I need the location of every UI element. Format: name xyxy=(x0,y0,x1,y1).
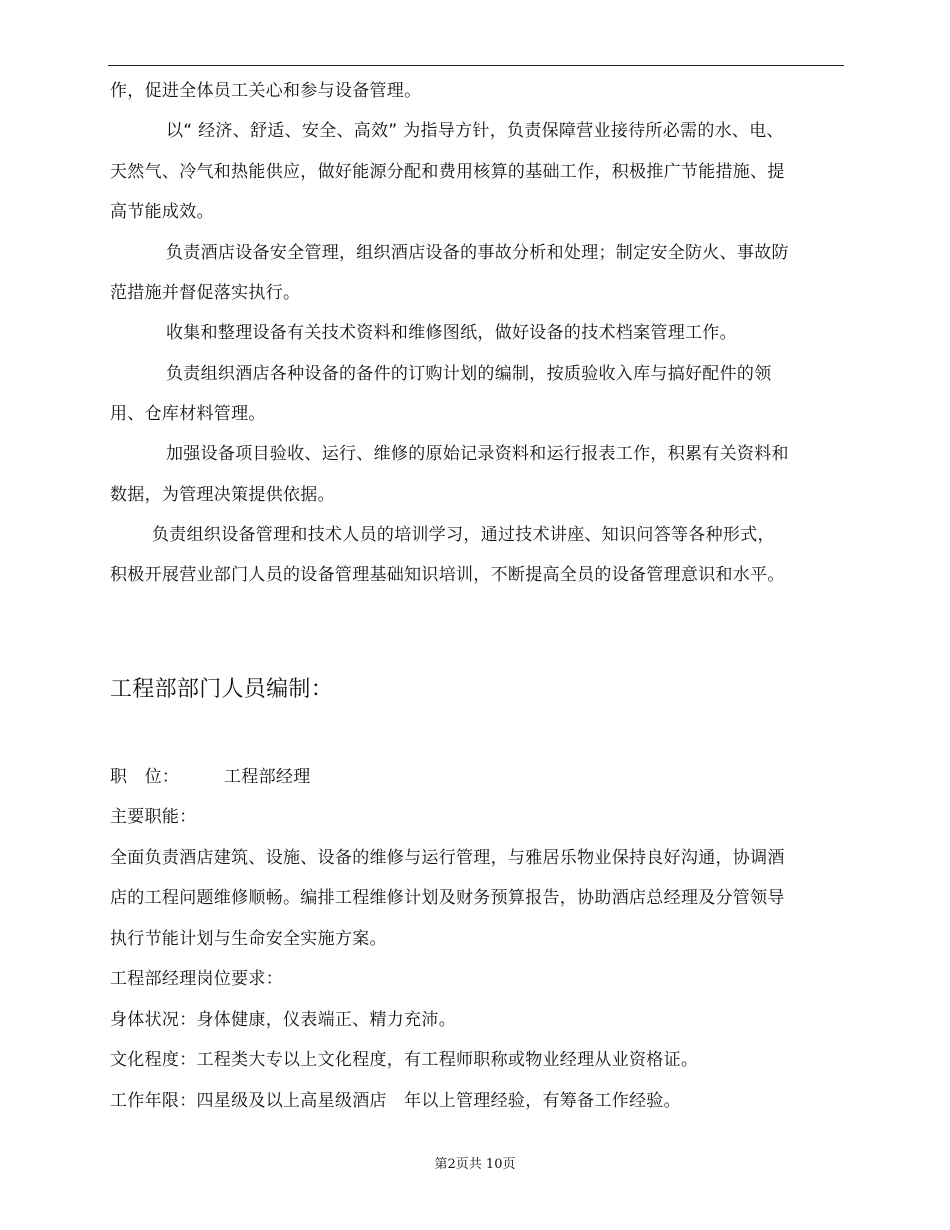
position-description: 店的工程问题维修顺畅。编排工程维修计划及财务预算报告，协助酒店总经理及分管领导 xyxy=(110,888,785,908)
requirement-health: 身体状况：身体健康，仪表端正、精力充沛。 xyxy=(110,1010,456,1030)
main-duties-label: 主要职能： xyxy=(110,807,197,827)
duty-line: 积极开展营业部门人员的设备管理基础知识培训，不断提高全员的设备管理意识和水平。 xyxy=(110,565,785,585)
duty-line: 天然气、冷气和热能供应，做好能源分配和费用核算的基础工作，积极推广节能措施、提 xyxy=(110,162,785,182)
duty-line: 负责酒店设备安全管理，组织酒店设备的事故分析和处理；制定安全防火、事故防 xyxy=(166,243,789,263)
requirement-experience: 工作年限：四星级及以上高星级酒店 年以上管理经验，有筹备工作经验。 xyxy=(110,1091,681,1111)
position-description: 执行节能计划与生命安全实施方案。 xyxy=(110,929,387,949)
duty-line: 负责组织酒店各种设备的备件的订购计划的编制，按质验收入库与搞好配件的领 xyxy=(166,364,772,384)
requirement-education: 文化程度：工程类大专以上文化程度，有工程师职称或物业经理从业资格证。 xyxy=(110,1050,699,1070)
requirements-label: 工程部经理岗位要求： xyxy=(110,969,283,989)
position-description: 全面负责酒店建筑、设施、设备的维修与运行管理，与雅居乐物业保持良好沟通，协调酒 xyxy=(110,848,785,868)
duty-line: 收集和整理设备有关技术资料和维修图纸，做好设备的技术档案管理工作。 xyxy=(166,323,737,343)
duty-line: 高节能成效。 xyxy=(110,202,214,222)
duty-line: 用、仓库材料管理。 xyxy=(110,404,266,424)
section-heading: 工程部部门人员编制： xyxy=(110,677,334,702)
duty-line: 数据，为管理决策提供依据。 xyxy=(110,485,335,505)
duty-line: 负责组织设备管理和技术人员的培训学习，通过技术讲座、知识问答等各种形式， xyxy=(152,525,775,545)
duty-line: 范措施并督促落实执行。 xyxy=(110,283,301,303)
duty-line: 作，促进全体员工关心和参与设备管理。 xyxy=(110,81,422,101)
page-footer: 第2页共 10页 xyxy=(434,1157,516,1172)
duty-line: 以“ 经济、舒适、安全、高效” 为指导方针，负责保障营业接待所必需的水、电、 xyxy=(166,121,784,141)
duty-line: 加强设备项目验收、运行、维修的原始记录资料和运行报表工作，积累有关资料和 xyxy=(166,444,789,464)
header-rule xyxy=(108,65,844,66)
position-value: 工程部经理 xyxy=(224,767,311,787)
position-label: 职 位： xyxy=(110,767,180,787)
